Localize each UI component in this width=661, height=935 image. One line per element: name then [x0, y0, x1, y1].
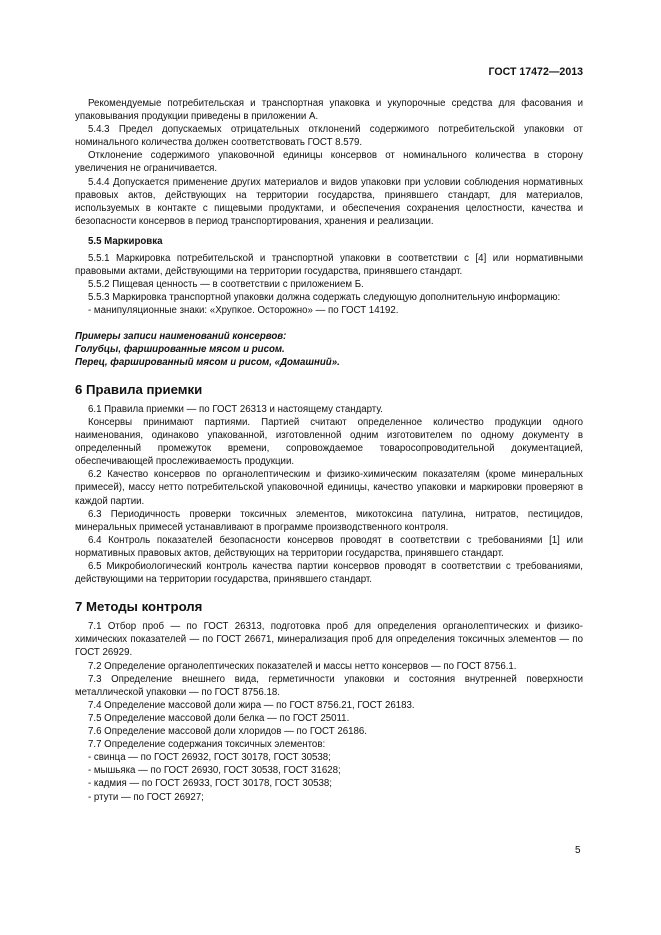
example-1: Голубцы, фаршированные мясом и рисом. — [75, 343, 285, 355]
list-item-arsenic: - мышьяка — по ГОСТ 26930, ГОСТ 30538, ГОСТ 31628; — [88, 765, 341, 777]
paragraph-5-4-3-deviation: Отклонение содержимого упаковочной единицы консервов от номинального количества в сторону увеличения не ограничивается. — [75, 150, 583, 175]
paragraph-7-5: 7.5 Определение массовой доли белка — по ГОСТ 25011. — [88, 712, 350, 724]
paragraph-6-5: 6.5 Микробиологический контроль качества партии консервов проводят в соответствии с требованиями, действующими на территории государства, принявшего стандарт. — [75, 561, 583, 586]
paragraph-5-4-packaging: Рекомендуемые потребительская и транспортная упаковка и укупорочные средства для фасования и упаковывания продукции приведены в приложении А. — [75, 98, 583, 123]
paragraph-5-5-3: 5.5.3 Маркировка транспортной упаковки должна содержать следующую дополнительную информацию: — [88, 292, 561, 304]
page-number: 5 — [575, 845, 581, 856]
examples-title: Примеры записи наименований консервов: — [75, 330, 287, 342]
list-item-lead: - свинца — по ГОСТ 26932, ГОСТ 30178, ГОСТ 30538; — [88, 752, 331, 764]
list-item-cadmium: - кадмия — по ГОСТ 26933, ГОСТ 30178, ГОСТ 30538; — [88, 778, 332, 790]
paragraph-6-2: 6.2 Качество консервов по органолептическим и физико-химическим показателям (кроме минеральных примесей), массу нетто потребительской упаковочной единицы, качество упаковки и маркировки проверяют в каждой партии. — [75, 469, 583, 507]
example-2: Перец, фаршированный мясом и рисом, «Домашний». — [75, 356, 340, 368]
section-7-heading: 7 Методы контроля — [75, 599, 203, 615]
paragraph-5-4-3: 5.4.3 Предел допускаемых отрицательных отклонений содержимого потребительской упаковки от номинального количества должен соответствовать ГОСТ 8.579. — [75, 124, 583, 149]
paragraph-5-5-2: 5.5.2 Пищевая ценность — в соответствии с приложением Б. — [88, 279, 364, 291]
standard-header: ГОСТ 17472—2013 — [488, 66, 583, 78]
paragraph-5-4-4: 5.4.4 Допускается применение других материалов и видов упаковки при условии соблюдения нормативных правовых актов, действующих на территории государства, принявшего стандарт, для материалов, используемых в контакте с пищевыми продуктами, и обеспечения сохранения целостности, качества и безопасности консервов в период транспортирования, хранения и реализации. — [75, 176, 583, 227]
paragraph-6-1-batch: Консервы принимают партиями. Партией считают определенное количество продукции одного наименования, одинаково упакованной, изготовленной одним изготовителем по одному документу в определенный промежуток времени, сопровождаемое товаросопроводительной документацией, обеспечивающей прослеживаемость продукции. — [75, 416, 583, 468]
paragraph-7-1: 7.1 Отбор проб — по ГОСТ 26313, подготовка проб для определения органолептических и физико-химических показателей — по ГОСТ 26671, минерализация проб для определения токсичных элементов — по ГОСТ 26929. — [75, 621, 583, 659]
paragraph-5-5-1: 5.5.1 Маркировка потребительской и транспортной упаковки в соответствии с [4] или нормативными правовыми актами, действующими на территории государства, принявшего стандарт. — [75, 253, 583, 278]
paragraph-6-1: 6.1 Правила приемки — по ГОСТ 26313 и настоящему стандарту. — [88, 403, 383, 415]
paragraph-7-4: 7.4 Определение массовой доли жира — по ГОСТ 8756.21, ГОСТ 26183. — [88, 699, 415, 711]
paragraph-7-3: 7.3 Определение внешнего вида, герметичности упаковки и состояния внутренней поверхности металлической упаковки — по ГОСТ 8756.18. — [75, 673, 583, 698]
paragraph-6-3: 6.3 Периодичность проверки токсичных элементов, микотоксина патулина, нитратов, пестицидов, минеральных примесей устанавливают в программе производственного контроля. — [75, 508, 583, 533]
page-content — [75, 97, 583, 804]
list-item-handling-marks: - манипуляционные знаки: «Хрупкое. Осторожно» — по ГОСТ 14192. — [88, 305, 399, 317]
paragraph-7-7: 7.7 Определение содержания токсичных элементов: — [88, 739, 326, 751]
examples-block — [75, 330, 583, 369]
paragraph-6-4: 6.4 Контроль показателей безопасности консервов проводят в соответствии с требованиями [1] или нормативных правовых актов, действующих на территории государства, принявшего стандарт. — [75, 534, 583, 559]
section-5-5-heading: 5.5 Маркировка — [88, 235, 163, 247]
paragraph-7-2: 7.2 Определение органолептических показателей и массы нетто консервов — по ГОСТ 8756.1. — [88, 660, 517, 672]
paragraph-7-6: 7.6 Определение массовой доли хлоридов — по ГОСТ 26186. — [88, 726, 367, 738]
list-item-mercury: - ртути — по ГОСТ 26927; — [88, 791, 204, 803]
section-6-heading: 6 Правила приемки — [75, 381, 203, 397]
